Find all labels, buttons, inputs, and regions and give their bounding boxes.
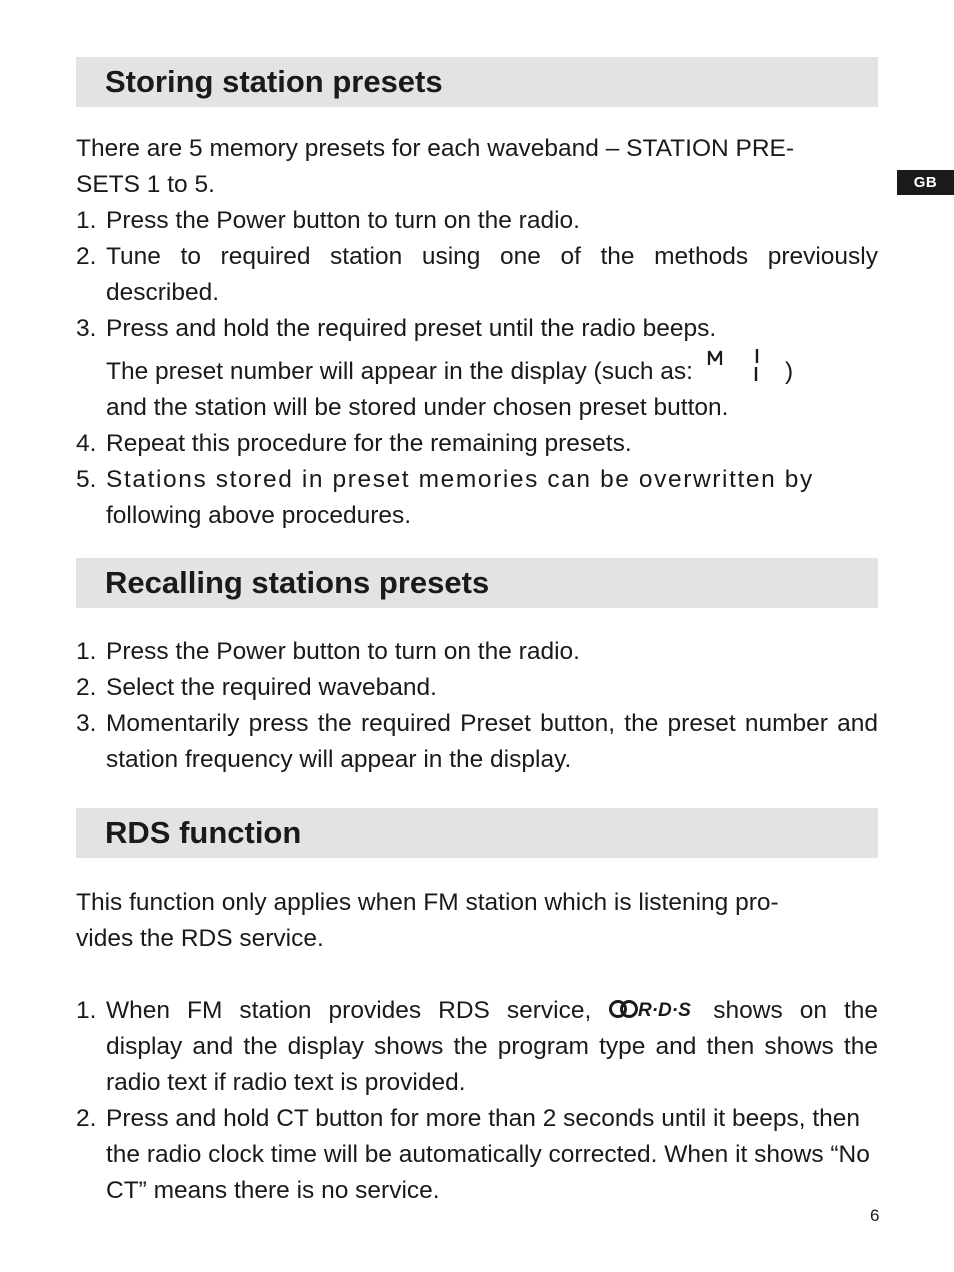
list-item: [76, 1101, 878, 1209]
storing-intro: [76, 131, 878, 203]
step-number: 2.: [76, 1105, 97, 1132]
storing-intro-text: There are 5 memory presets for each waveband – STATION PRE- SETS 1 to 5.: [76, 135, 795, 198]
lcd-preset-m1-icon: [701, 347, 779, 383]
section-header-recalling: [76, 558, 878, 608]
rds-steps: [76, 993, 878, 1209]
step-text-line-b: shows on the display and the display shows the program type and then shows the radio text if radio text is provided.: [106, 997, 878, 1096]
step-number: 2.: [76, 243, 97, 270]
storing-steps: [76, 203, 878, 534]
step-number: 1.: [76, 638, 97, 665]
list-item: [76, 426, 878, 462]
list-item: [76, 239, 878, 311]
rds-logo-icon: [609, 997, 701, 1021]
step-number: 5.: [76, 466, 97, 493]
section-title-recalling: Recalling stations presets: [105, 565, 490, 600]
step-number: 4.: [76, 430, 97, 457]
step-text: Press the Power button to turn on the radio.: [106, 638, 580, 665]
step-text: Select the required waveband.: [106, 674, 437, 701]
step-text-line-b: The preset number will appear in the display (such as:: [106, 358, 693, 385]
page-number: 6: [870, 1206, 880, 1225]
step-text-line-d: and the station will be stored under chosen preset button.: [106, 394, 729, 421]
list-item: [76, 670, 878, 706]
list-item: [76, 993, 878, 1101]
section-title-rds: RDS function: [105, 815, 302, 850]
step-number: 2.: [76, 674, 97, 701]
rds-intro-text: This function only applies when FM station which is listening pro- vides the RDS service.: [76, 889, 779, 952]
step-text-line-a: Press and hold the required preset until the radio beeps.: [106, 315, 717, 342]
step-number: 1.: [76, 207, 97, 234]
svg-text:R·D·S: R·D·S: [638, 1000, 692, 1021]
step-text-line-c: ): [784, 358, 794, 385]
list-item: [76, 203, 878, 239]
list-item: [76, 634, 878, 670]
step-text: [106, 311, 878, 426]
step-text: Repeat this procedure for the remaining presets.: [106, 430, 632, 457]
list-item: [76, 706, 878, 778]
section-title-storing: Storing station presets: [105, 64, 443, 99]
step-text: Press and hold CT button for more than 2 seconds until it beeps, then the radio clock time will be automatically corrected. When it shows “No CT” means there is no service.: [106, 1105, 870, 1204]
recalling-steps: [76, 634, 878, 778]
section-header-storing: [76, 57, 878, 107]
rds-intro: [76, 885, 878, 957]
step-number: 3.: [76, 710, 97, 737]
step-text: Tune to required station using one of the methods previously described.: [106, 243, 878, 306]
step-number: 3.: [76, 315, 97, 342]
step-text: [106, 993, 878, 1101]
section-header-rds: [76, 808, 878, 858]
language-tab: GB: [897, 170, 954, 195]
step-number: 1.: [76, 997, 97, 1024]
list-item: [76, 462, 878, 534]
step-text: Stations stored in preset memories can be overwritten by following above procedures.: [106, 466, 814, 529]
step-text-line-a: When FM station provides RDS service,: [106, 997, 592, 1024]
list-item: [76, 311, 878, 426]
step-text: Momentarily press the required Preset button, the preset number and station frequency will appear in the display.: [106, 710, 878, 773]
step-text: Press the Power button to turn on the radio.: [106, 207, 580, 234]
